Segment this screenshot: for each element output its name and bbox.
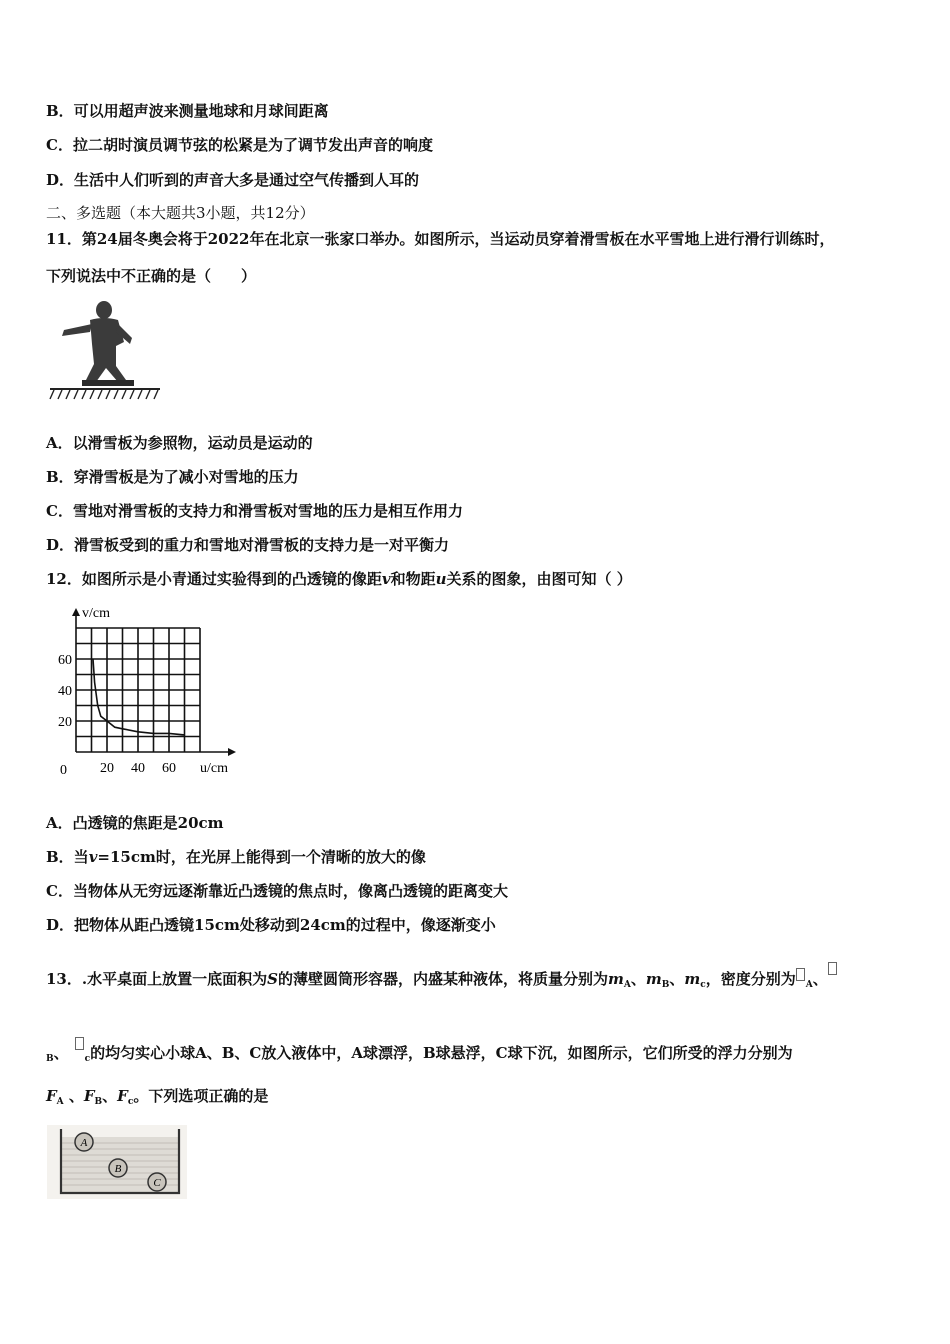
x-tick-label: 20 [100, 761, 114, 776]
svg-text:B: B [114, 1163, 122, 1175]
svg-text:C: C [153, 1177, 161, 1189]
skier-figure [46, 296, 166, 402]
q11-stem-line1: 11．第24届冬奥会将于2022年在北京一张家口举办。如图所示，当运动员穿着滑雪板在水平雪地上进行滑行训练时， [46, 230, 835, 248]
skier-head [96, 301, 112, 319]
q11-option-d: D．滑雪板受到的重力和雪地对滑雪板的支持力是一对平衡力 [46, 536, 450, 554]
image-distance-chart [46, 600, 246, 785]
q11-stem-line2: 下列说法中不正确的是（ ） [46, 267, 257, 285]
q11-option-a: A．以滑雪板为参照物，运动员是运动的 [46, 434, 313, 452]
x-axis-arrow [228, 748, 236, 756]
rho-symbol-icon [796, 968, 805, 981]
x-tick-label: 40 [131, 761, 145, 776]
y-tick-label: 20 [58, 715, 72, 730]
q10-option-b: B．可以用超声波来测量地球和月球间距离 [46, 102, 329, 120]
ski-board [82, 380, 134, 386]
y-tick-label: 40 [58, 684, 72, 699]
container-figure [47, 1125, 187, 1199]
q13-stem-line3: $F_A$ 、$F_B$、$F_c$。下列选项正确的是 [46, 1087, 269, 1107]
q10-option-d: D．生活中人们听到的声音大多是通过空气传播到人耳的 [46, 171, 420, 189]
q11-option-c: C．雪地对滑雪板的支持力和滑雪板对雪地的压力是相互作用力 [46, 502, 463, 520]
ball-c [148, 1173, 166, 1191]
chart-grid [76, 628, 200, 752]
ground-hatch [50, 390, 158, 399]
rho-symbol-icon [828, 962, 837, 975]
q12-stem: 12．如图所示是小青通过实验得到的凸透镜的像距v和物距u关系的图象，由图可知（ ） [46, 570, 632, 588]
rho-symbol-icon [75, 1037, 84, 1050]
x-tick-label: 60 [162, 761, 176, 776]
skier-left-arm [62, 324, 92, 336]
q12-option-c: C．当物体从无穷远逐渐靠近凸透镜的焦点时，像离凸透镜的距离变大 [46, 882, 508, 900]
q12-option-d: D．把物体从距凸透镜15cm处移动到24cm的过程中，像逐渐变小 [46, 916, 496, 934]
svg-text:A: A [80, 1137, 88, 1149]
y-tick-label: 60 [58, 653, 72, 668]
y-axis-arrow [72, 608, 80, 616]
q13-stem-line1: 13．.水平桌面上放置一底面积为S的薄壁圆筒形容器，内盛某种液体，将质量分别为$m_A$、$m_B$、$m_c$，密度分别为 $_A$、 [46, 962, 838, 995]
section-title: 二、多选题（本大题共3小题，共12分） [46, 204, 315, 222]
q10-option-c: C．拉二胡时演员调节弦的松紧是为了调节发出声音的响度 [46, 136, 433, 154]
ball-a [75, 1133, 93, 1151]
x-axis-label: u/cm [200, 761, 228, 776]
q12-option-a: A．凸透镜的焦距是20cm [46, 814, 224, 832]
q13-stem-line2: $_B$、 $_c$的均匀实心小球A、B、C放入液体中，A球漂浮，B球悬浮，C球下沉，如图所示，它们所受的浮力分别为 [46, 1037, 793, 1069]
q12-option-b: B．当v=15cm时，在光屏上能得到一个清晰的放大的像 [46, 848, 426, 866]
ball-b [109, 1159, 127, 1177]
q11-option-b: B．穿滑雪板是为了减小对雪地的压力 [46, 468, 299, 486]
origin-label: 0 [60, 763, 67, 778]
y-axis-label: v/cm [82, 606, 110, 621]
